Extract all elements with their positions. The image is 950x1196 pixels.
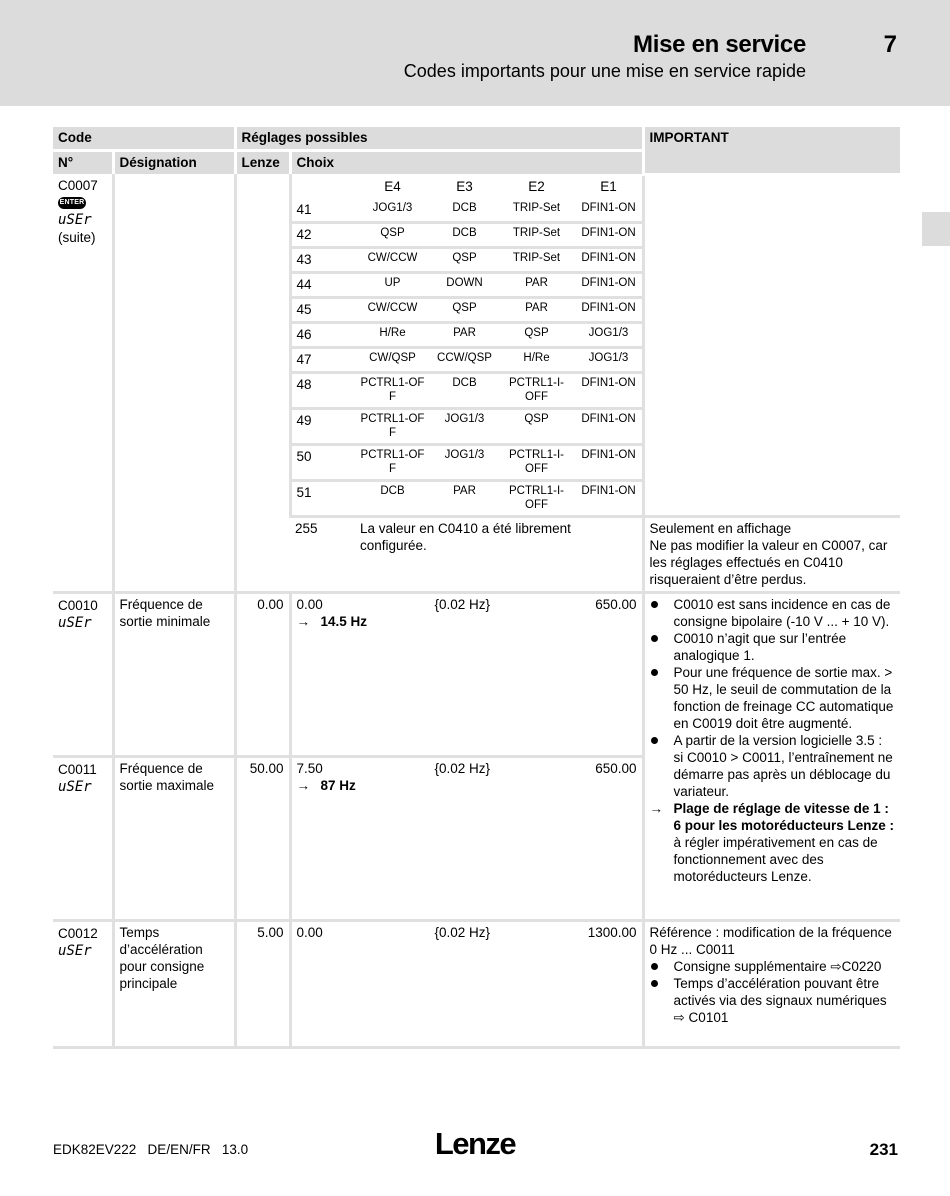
value-e1: JOG1/3 [573,323,645,348]
value-e4: CW/QSP [357,348,429,373]
important-list [650,596,896,885]
chapter-title: Mise en service [633,31,806,58]
value-e2: H/Re [501,348,573,373]
value-e2: PAR [501,298,573,323]
important-warning: Ne pas modifier la valeur en C0007, car les réglages effectués en C0410 risqueraient d’être perdus. [649,538,888,587]
subtable-rows [292,199,645,515]
code-cell [53,921,113,1048]
lenze-cell: 5.00 [235,921,290,1048]
value-e3: DOWN [429,273,501,298]
choice-number: 45 [292,298,357,323]
header-important: IMPORTANT [643,127,900,174]
bullet-icon [651,601,658,608]
range-line [297,924,637,941]
range-line [297,760,637,777]
svg-text:Lenze: Lenze [434,1126,516,1160]
value-e3: QSP [429,248,501,273]
header-reglages: Réglages possibles [235,127,643,151]
value-e1: DFIN1-ON [573,445,645,481]
value-e4: H/Re [357,323,429,348]
value-e4: PCTRL1-OF F [357,373,429,409]
list-item: Temps d’accélération pouvant être activés via des signaux numériques ⇨ C0101 [650,975,896,1026]
bullet-icon [651,635,658,642]
page-header [0,0,950,106]
value-e2: PCTRL1-I- OFF [501,445,573,481]
choice-number: 46 [292,323,357,348]
table-row-c0010 [53,593,900,757]
range-min: 7.50 [296,761,323,776]
range-min: 0.00 [296,925,323,940]
table-row [292,481,645,516]
value-e4: UP [357,273,429,298]
table-row [292,373,645,409]
choice-text: La valeur en C0410 a été librement configurée. [360,521,571,553]
value-e3: DCB [452,202,477,214]
range-step: {0.02 Hz} [434,597,491,612]
preset-value: → 14.5 Hz [296,614,368,629]
important-cell [643,174,900,517]
col-e1: E1 [600,179,617,194]
value-e4: DCB [357,481,429,516]
list-item: → Plage de réglage de vitesse de 1 : 6 pour les motoréducteurs Lenze : à régler impérativement en cas de fonctionnement avec des motoréducteurs Lenze. [649,801,895,884]
important-255 [643,517,900,593]
list-item: C0010 est sans incidence en cas de consigne bipolaire (-10 V ... + 10 V). [650,596,896,630]
range-step: {0.02 Hz} [434,925,491,940]
table-row [292,298,645,323]
user-menu-code: uSEr [58,779,92,795]
choice-number: 41 [296,202,312,217]
lenze-cell [235,174,290,593]
table-row [292,323,645,348]
code-cell [53,593,113,757]
choix-255 [290,517,643,593]
value-e2: TRIP-Set [501,248,573,273]
bullet-icon [651,980,658,987]
table-row [292,223,645,248]
table-row-c0007 [53,174,900,517]
arrow-icon: → [296,614,310,629]
value-e2: QSP [501,323,573,348]
header-lenze: Lenze [235,151,290,175]
value-e2: TRIP-Set [512,202,561,214]
bullet-icon [651,669,658,676]
parameter-table [53,127,900,1049]
subtable-header [292,174,645,199]
value-e3: PAR [429,481,501,516]
designation-cell: Fréquence de sortie minimale [113,593,235,757]
table-row-c0012 [53,921,900,1048]
choice-number: 51 [292,481,357,516]
table-row [292,445,645,481]
range-max: 650.00 [595,597,637,612]
code-number: C0011 [58,762,97,777]
value-e1: DFIN1-ON [573,373,645,409]
range-step: {0.02 Hz} [434,761,491,776]
col-e4: E4 [384,179,401,194]
value-e4: CW/CCW [357,248,429,273]
value-e4: QSP [357,223,429,248]
page-number: 231 [869,1140,898,1159]
designation-cell: Temps d’accélération pour consigne principale [113,921,235,1048]
document-reference: EDK82EV222 DE/EN/FR 13.0 [53,1142,249,1157]
header-designation: Désignation [113,151,235,175]
important-list [650,958,896,1026]
value-e4: PCTRL1-OF F [357,409,429,445]
user-menu-code: uSEr [58,943,92,959]
important-display-only: Seulement en affichage [649,521,792,536]
important-intro: Référence : modification de la fréquence 0 Hz ... C0011 [649,925,892,957]
table-row [292,409,645,445]
value-e2: QSP [501,409,573,445]
choice-number: 44 [292,273,357,298]
choix-cell [290,593,643,757]
code-cell [53,757,113,921]
bullet-icon [651,737,658,744]
arrow-icon: → [296,778,310,793]
header-code: Code [53,127,235,151]
bullet-icon [651,963,658,970]
choice-number: 255 [295,521,318,536]
value-e2: PCTRL1-I- OFF [501,481,573,516]
value-e3: QSP [429,298,501,323]
choice-number: 50 [292,445,357,481]
header-choix: Choix [290,151,643,175]
value-e3: JOG1/3 [429,409,501,445]
value-e3: DCB [429,223,501,248]
choice-number: 48 [292,373,357,409]
value-e4: JOG1/3 [372,202,413,214]
value-e3: JOG1/3 [429,445,501,481]
value-e3: CCW/QSP [429,348,501,373]
choix-cell [290,174,643,517]
section-subtitle: Codes importants pour une mise en service rapide [403,61,806,81]
important-cell [643,593,900,921]
value-e1: DFIN1-ON [573,248,645,273]
list-item: A partir de la version logicielle 3.5 : si C0010 > C0011, l’entraînement ne démarre pas après un déblocage du variateur. [650,732,896,800]
table-row [292,273,645,298]
table-header-row [53,127,900,151]
value-e3: PAR [429,323,501,348]
value-e1: DFIN1-ON [573,273,645,298]
value-e2: TRIP-Set [501,223,573,248]
lenze-cell: 0.00 [235,593,290,757]
choice-number: 43 [292,248,357,273]
table-row [292,199,645,223]
list-item: C0010 n’agit que sur l’entrée analogique 1. [650,630,896,664]
chapter-side-tab [922,212,950,246]
enter-key-icon: ENTER [58,197,86,209]
suite-note: (suite) [58,230,96,245]
choix-cell [290,921,643,1048]
choice-number: 42 [292,223,357,248]
chapter-number: 7 [883,31,897,58]
header-no: N° [53,151,113,175]
range-line [297,596,637,613]
designation-cell [113,174,235,593]
value-e1: DFIN1-ON [573,298,645,323]
arrow-icon: → [649,801,663,816]
value-e1: DFIN1-ON [573,409,645,445]
value-e1: DFIN1-ON [581,202,636,214]
value-e4: CW/CCW [357,298,429,323]
code-number: C0012 [58,926,98,941]
important-cell [643,921,900,1048]
value-e1: DFIN1-ON [573,223,645,248]
value-e1: JOG1/3 [573,348,645,373]
choice-number: 49 [292,409,357,445]
range-min: 0.00 [296,597,323,612]
choice-number: 47 [292,348,357,373]
value-e1: DFIN1-ON [573,481,645,516]
list-item: Consigne supplémentaire ⇨C0220 [650,958,896,975]
range-max: 1300.00 [587,925,637,940]
choix-cell [290,757,643,921]
value-e2: PAR [501,273,573,298]
col-e2: E2 [528,179,545,194]
code-cell [53,174,113,593]
lenze-logo [428,1126,522,1160]
table-row [292,348,645,373]
value-e2: PCTRL1-I- OFF [501,373,573,409]
user-menu-code: uSEr [58,212,92,228]
lenze-cell: 50.00 [235,757,290,921]
table-row [292,248,645,273]
preset-value: → 87 Hz [296,778,356,793]
value-e4: PCTRL1-OF F [357,445,429,481]
range-max: 650.00 [595,761,637,776]
col-e3: E3 [456,179,473,194]
value-e3: DCB [429,373,501,409]
designation-cell: Fréquence de sortie maximale [113,757,235,921]
code-number: C0007 [58,178,98,193]
input-assignment-table [292,174,645,515]
user-menu-code: uSEr [58,615,92,631]
list-item: Pour une fréquence de sortie max. > 50 Hz, le seuil de commutation de la fonction de freinage CC automatique en C0019 doit être augmenté. [650,664,896,732]
code-number: C0010 [58,598,98,613]
